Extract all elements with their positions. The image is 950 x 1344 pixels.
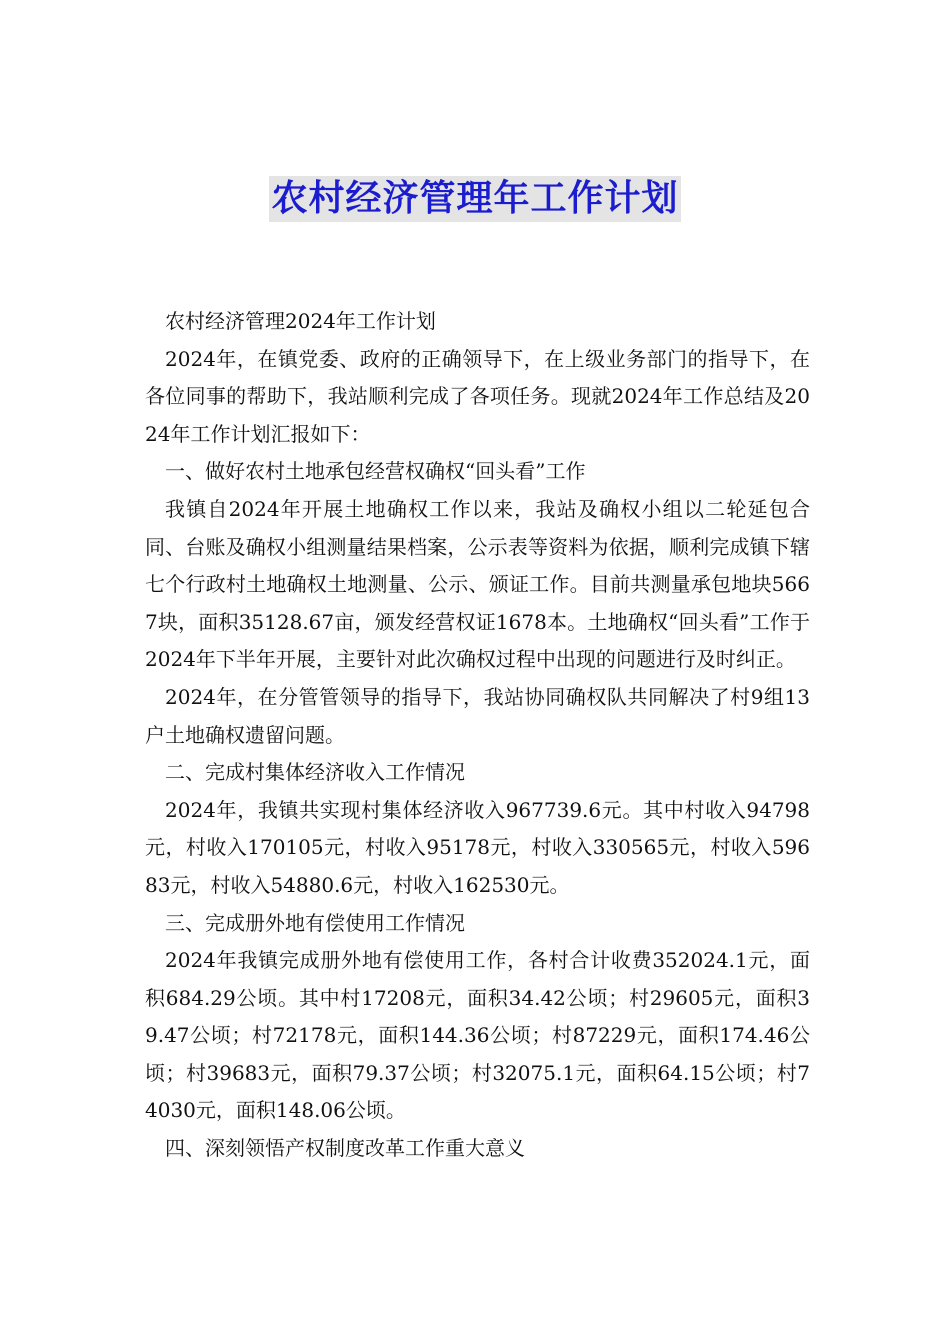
section-heading-1: 一、做好农村土地承包经营权确权“回头看”工作 (165, 459, 586, 484)
title-container (0, 176, 950, 222)
paragraph-land-rights: 我镇自2024年开展土地确权工作以来，我站及确权小组以二轮延包合同、台账及确权小组测量结果档案，公示表等资料为依据，顺利完成镇下辖七个行政村土地确权土地测量、公示、颁证工作。目前共测量承包地块5667块，面积35128.67亩，颁发经营权证1678本。土地确权“回头看”工作于2024年下半年开展，主要针对此次确权过程中出现的问题进行及时纠正。 (145, 496, 810, 672)
paragraph-subtitle: 农村经济管理2024年工作计划 (165, 309, 436, 333)
paragraph-paid-land-use: 2024年我镇完成册外地有偿使用工作，各村合计收费352024.1元，面积684.29公顷。其中村17208元，面积34.42公顷；村29605元，面积39.47公顷；村72178元，面积144.36公顷；村87229元，面积174.46公顷；村39683元，面积79.37公顷；村32075.1元，面积64.15公顷；村74030元，面积148.06公顷。 (145, 948, 810, 1123)
paragraph-land-rights-followup: 2024年，在分管管领导的指导下，我站协同确权队共同解决了村9组13户土地确权遗留问题。 (145, 684, 810, 747)
section-heading-3: 三、完成册外地有偿使用工作情况 (165, 910, 465, 935)
paragraph-collective-income: 2024年，我镇共实现村集体经济收入967739.6元。其中村收入94798元，村收入170105元，村收入95178元，村收入330565元，村收入59683元，村收入54880.6元，村收入162530元。 (145, 797, 810, 897)
section-heading-2: 二、完成村集体经济收入工作情况 (165, 760, 465, 785)
section-heading-4: 四、深刻领悟产权制度改革工作重大意义 (165, 1136, 525, 1161)
document-body (145, 303, 810, 1168)
document-title: 农村经济管理年工作计划 (269, 176, 680, 222)
paragraph-intro: 2024年，在镇党委、政府的正确领导下，在上级业务部门的指导下，在各位同事的帮助下，我站顺利完成了各项任务。现就2024年工作总结及2024年工作计划汇报如下： (145, 346, 810, 446)
